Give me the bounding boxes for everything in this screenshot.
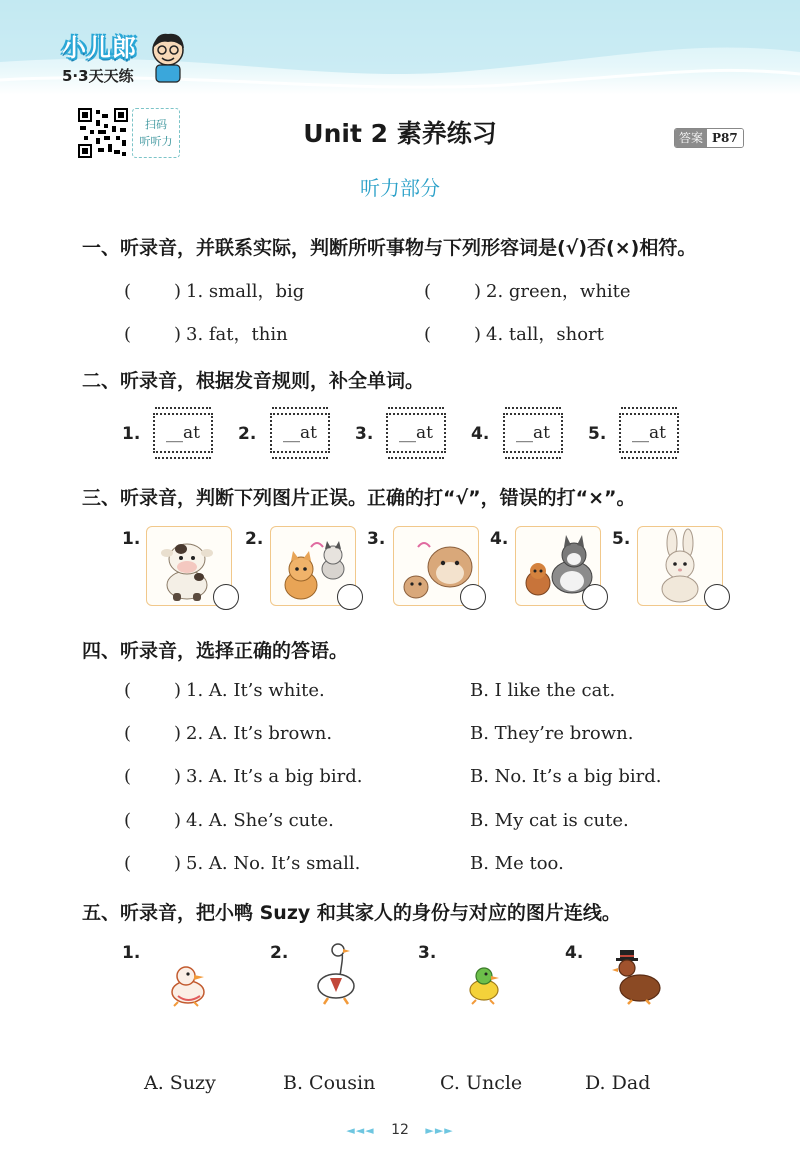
next-arrows-icon: ►►► xyxy=(425,1124,454,1137)
paren-open: ( xyxy=(124,723,132,744)
duck-dad-icon xyxy=(610,946,664,1006)
answer-circle-2[interactable] xyxy=(337,584,363,610)
duck-num-4: 4. xyxy=(565,943,584,963)
section4-item-5-b: B. Me too. xyxy=(470,853,564,874)
paren-close: ) xyxy=(174,281,182,302)
section4-item-3 xyxy=(124,766,362,787)
word-blank-3[interactable] xyxy=(386,413,446,453)
item-text: 1. small，big xyxy=(186,281,305,302)
option-a: 2. A. It’s brown. xyxy=(186,723,333,744)
prev-arrows-icon: ◄◄◄ xyxy=(346,1124,375,1137)
paren-open: ( xyxy=(124,810,132,831)
item-text: 4. tall，short xyxy=(486,324,604,345)
brand-logo xyxy=(62,28,137,86)
section1-item-2 xyxy=(424,277,631,303)
word-text: __at xyxy=(166,423,200,443)
option-a: 4. A. She’s cute. xyxy=(186,810,334,831)
option-a: 5. A. No. It’s small. xyxy=(186,853,361,874)
brand-sub: 5·3天天练 xyxy=(62,67,134,85)
answer-label: 答案 xyxy=(675,129,707,147)
scan-label-line1: 扫码 xyxy=(145,118,167,131)
item-text: 3. fat，thin xyxy=(186,324,288,345)
paren-close: ) xyxy=(174,853,182,874)
word-num-5: 5. xyxy=(588,424,607,444)
answer-page: P87 xyxy=(707,129,743,147)
duck-num-3: 3. xyxy=(418,943,437,963)
section4-item-3-b: B. No. It’s a big bird. xyxy=(470,766,662,787)
section4-item-4-b: B. My cat is cute. xyxy=(470,810,629,831)
page-footer xyxy=(0,1122,800,1138)
section4-item-4 xyxy=(124,810,334,831)
section2-title: 二、听录音，根据发音规则，补全单词。 xyxy=(82,370,425,392)
duck-suzy-icon xyxy=(164,960,214,1008)
answer-circle-4[interactable] xyxy=(582,584,608,610)
paren-open: ( xyxy=(424,281,432,302)
option-a: 1. A. It’s white. xyxy=(186,680,325,701)
answer-circle-1[interactable] xyxy=(213,584,239,610)
paren-open: ( xyxy=(124,853,132,874)
pic-num-4: 4. xyxy=(490,529,509,549)
word-num-1: 1. xyxy=(122,424,141,444)
paren-open: ( xyxy=(124,680,132,701)
word-blank-2[interactable] xyxy=(270,413,330,453)
paren-close: ) xyxy=(174,810,182,831)
section-subtitle: 听力部分 xyxy=(360,176,440,200)
section4-title: 四、听录音，选择正确的答语。 xyxy=(82,640,349,662)
section5-title: 五、听录音，把小鸭 Suzy 和其家人的身份与对应的图片连线。 xyxy=(82,902,621,924)
word-text: __at xyxy=(399,423,433,443)
word-num-3: 3. xyxy=(355,424,374,444)
word-text: __at xyxy=(283,423,317,443)
duck-duckling-icon xyxy=(462,962,506,1006)
match-option-d: D. Dad xyxy=(585,1072,651,1094)
paren-close: ) xyxy=(174,723,182,744)
word-blank-1[interactable] xyxy=(153,413,213,453)
section4-item-1 xyxy=(124,680,325,701)
answer-badge xyxy=(674,128,744,148)
pic-num-2: 2. xyxy=(245,529,264,549)
paren-open: ( xyxy=(424,324,432,345)
section1-title: 一、听录音，并联系实际，判断所听事物与下列形容词是(√)否(×)相符。 xyxy=(82,237,697,259)
duck-goose-icon xyxy=(310,940,362,1006)
paren-open: ( xyxy=(124,766,132,787)
page-title: Unit 2 素养练习 xyxy=(303,119,497,148)
section4-item-5 xyxy=(124,853,360,874)
match-option-c: C. Uncle xyxy=(440,1072,523,1094)
paren-close: ) xyxy=(174,324,182,345)
word-num-2: 2. xyxy=(238,424,257,444)
match-option-a: A. Suzy xyxy=(144,1072,216,1094)
duck-num-1: 1. xyxy=(122,943,141,963)
pic-num-5: 5. xyxy=(612,529,631,549)
word-blank-5[interactable] xyxy=(619,413,679,453)
section1-item-4 xyxy=(424,320,604,346)
answer-circle-3[interactable] xyxy=(460,584,486,610)
option-a: 3. A. It’s a big bird. xyxy=(186,766,363,787)
scan-label-line2: 听听力 xyxy=(139,135,173,148)
section4-item-2 xyxy=(124,723,332,744)
paren-close: ) xyxy=(174,680,182,701)
page-number: 12 xyxy=(391,1122,409,1138)
mascot-boy-icon xyxy=(146,30,190,84)
paren-open: ( xyxy=(124,324,132,345)
pic-num-3: 3. xyxy=(367,529,386,549)
paren-close: ) xyxy=(474,324,482,345)
match-option-b: B. Cousin xyxy=(283,1072,376,1094)
word-blank-4[interactable] xyxy=(503,413,563,453)
section1-item-3 xyxy=(124,320,288,346)
item-text: 2. green，white xyxy=(486,281,631,302)
duck-num-2: 2. xyxy=(270,943,289,963)
section4-item-2-b: B. They’re brown. xyxy=(470,723,634,744)
word-text: __at xyxy=(632,423,666,443)
paren-close: ) xyxy=(474,281,482,302)
answer-circle-5[interactable] xyxy=(704,584,730,610)
section1-item-1 xyxy=(124,277,304,303)
section4-item-1-b: B. I like the cat. xyxy=(470,680,616,701)
section3-title: 三、听录音，判断下列图片正误。正确的打“√”，错误的打“×”。 xyxy=(82,487,636,509)
word-text: __at xyxy=(516,423,550,443)
word-num-4: 4. xyxy=(471,424,490,444)
brand-main: 小儿郎 xyxy=(62,34,137,62)
pic-num-1: 1. xyxy=(122,529,141,549)
paren-close: ) xyxy=(174,766,182,787)
paren-open: ( xyxy=(124,281,132,302)
